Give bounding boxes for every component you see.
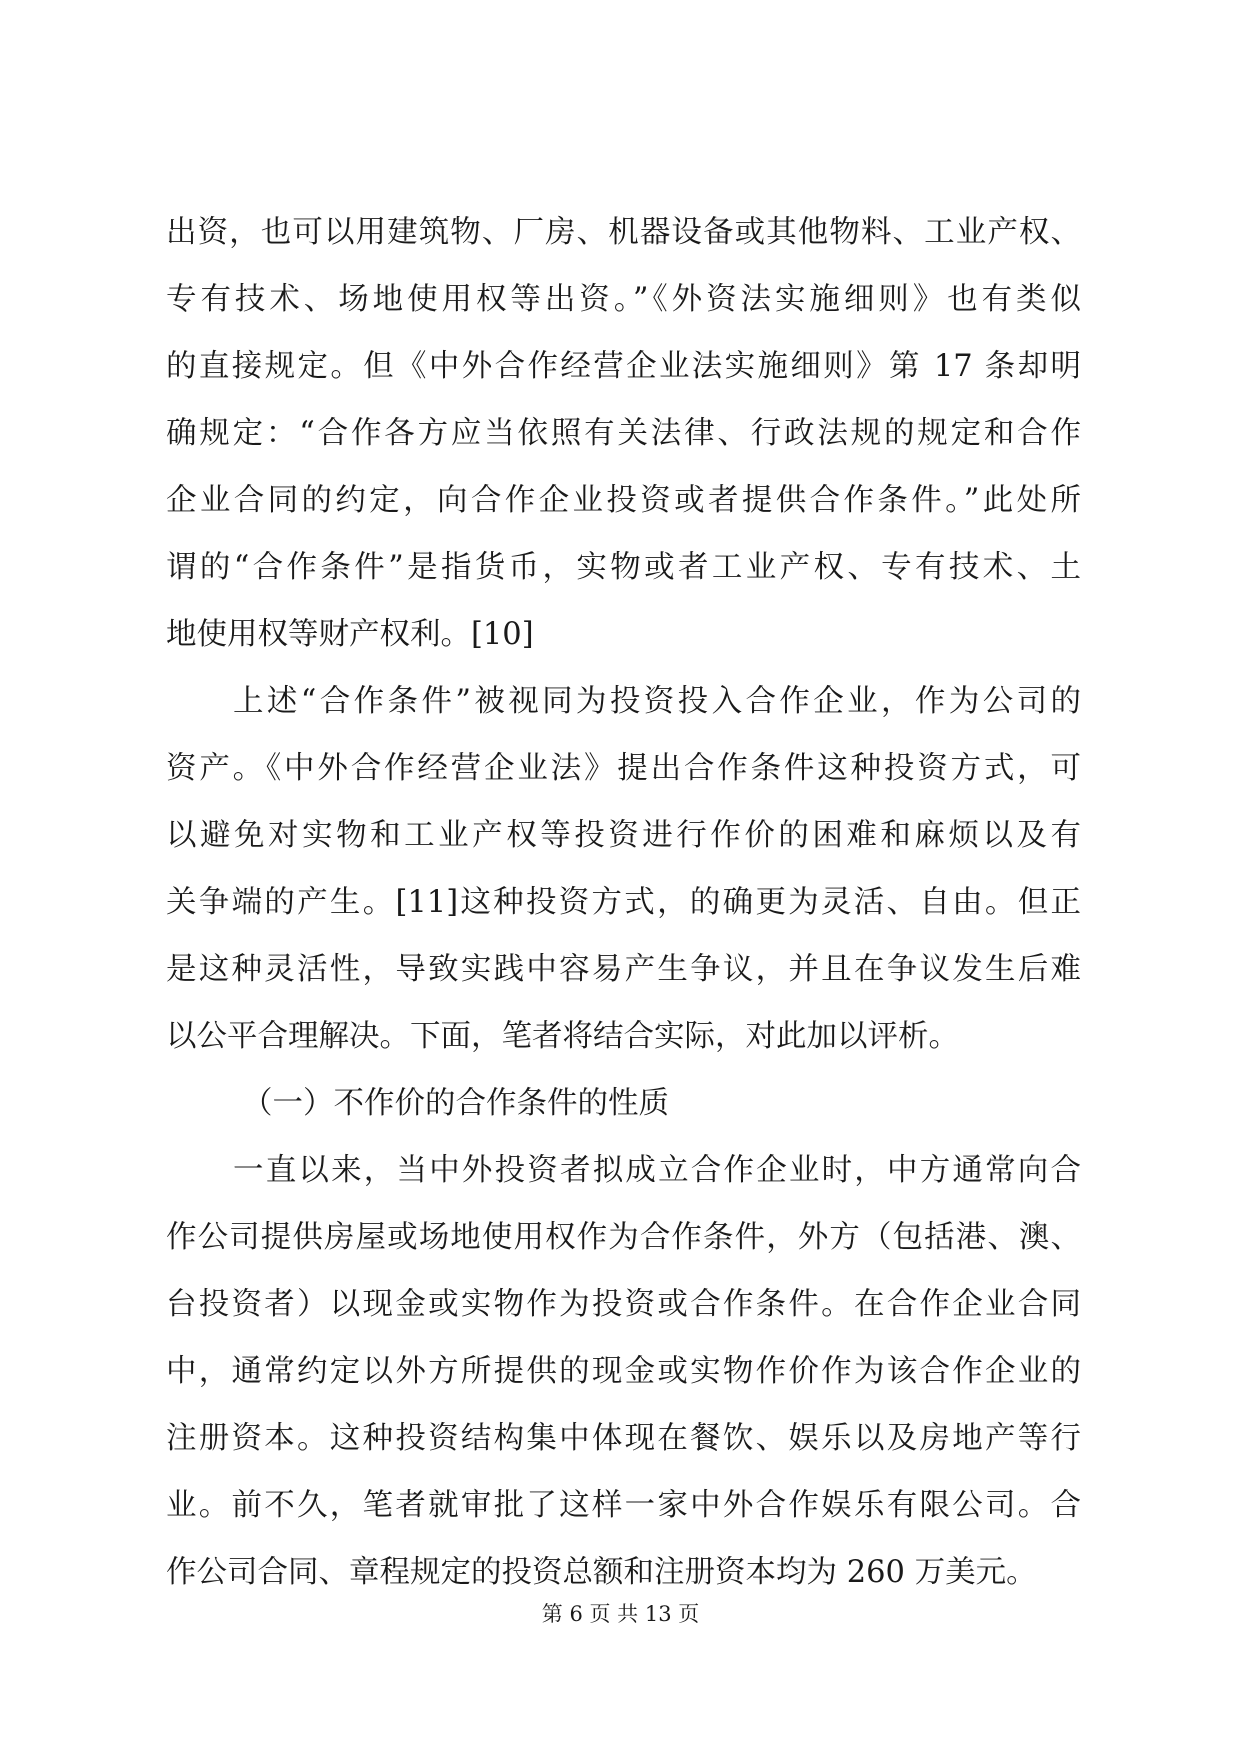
text-line: 以公平合理解决。下面，笔者将结合实际，对此加以评析。 [166,1019,959,1054]
text-line: 上述“合作条件”被视同为投资投入合作企业，作为公司的 [233,684,1081,719]
text-line: 关争端的产生。[11]这种投资方式，的确更为灵活、自由。但正 [166,885,1081,920]
text-line: 业。前不久，笔者就审批了这样一家中外合作娱乐有限公司。合 [166,1488,1081,1523]
text-line: 出资，也可以用建筑物、厂房、机器设备或其他物料、工业产权、 [166,215,1081,250]
text-line: 企业合同的约定，向合作企业投资或者提供合作条件。”此处所 [166,483,1081,518]
text-line: 资产。《中外合作经营企业法》提出合作条件这种投资方式，可 [166,751,1081,786]
page-footer: 第 6 页 共 13 页 [541,1602,700,1626]
section-heading: （一）不作价的合作条件的性质 [242,1086,669,1121]
text-line: 以避免对实物和工业产权等投资进行作价的困难和麻烦以及有 [166,818,1081,853]
text-line: 确规定：“合作各方应当依照有关法律、行政法规的规定和合作 [166,416,1081,451]
text-line: 中，通常约定以外方所提供的现金或实物作价作为该合作企业的 [166,1354,1081,1389]
text-line: 作公司合同、章程规定的投资总额和注册资本均为 260 万美元。 [166,1555,1037,1590]
text-line: 是这种灵活性，导致实践中容易产生争议，并且在争议发生后难 [166,952,1081,987]
text-line: 专有技术、场地使用权等出资。”《外资法实施细则》也有类似 [166,282,1081,317]
body-text [166,199,1081,1606]
text-line: 谓的“合作条件”是指货币，实物或者工业产权、专有技术、土 [166,550,1081,585]
text-line: 地使用权等财产权利。[10] [166,617,534,652]
text-line: 台投资者）以现金或实物作为投资或合作条件。在合作企业合同 [166,1287,1081,1322]
text-line: 的直接规定。但《中外合作经营企业法实施细则》第 17 条却明 [166,349,1081,384]
text-line: 一直以来，当中外投资者拟成立合作企业时，中方通常向合 [233,1153,1081,1188]
text-line: 注册资本。这种投资结构集中体现在餐饮、娱乐以及房地产等行 [166,1421,1081,1456]
text-line: 作公司提供房屋或场地使用权作为合作条件，外方（包括港、澳、 [166,1220,1081,1255]
